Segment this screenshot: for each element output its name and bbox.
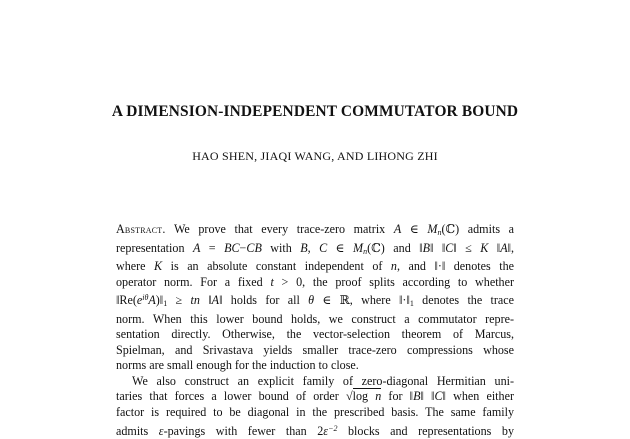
author-list: HAO SHEN, JIAQI WANG, AND LIHONG ZHI (192, 149, 438, 163)
abstract-line: norm. When this lower bound holds, we construct a commutator repre- (116, 311, 514, 326)
abstract-line: factor is required to be diagonal in the prescribed basis. The same family (116, 405, 514, 420)
abstract-paragraph-1 (116, 222, 514, 374)
abstract (116, 222, 514, 439)
abstract-line: sentation directly. Otherwise, the vector-selection theorem of Marcus, (116, 327, 514, 342)
abstract-line: Abstract. We prove that every trace-zero matrix A ∈ $M_n(ℂ)$ admits a (116, 222, 514, 237)
paper-title: A DIMENSION-INDEPENDENT COMMUTATOR BOUND (111, 103, 519, 120)
abstract-heading: Abstract. (116, 222, 166, 236)
abstract-line: operator norm. For a fixed t > 0, the proof splits according to whether (116, 274, 514, 289)
abstract-line: where K is an absolute constant independent of n, and ‖·‖ denotes the (116, 259, 514, 274)
abstract-line: taries that forces a lower bound of order √log n for ‖B‖ ‖C‖ when either (116, 389, 514, 404)
abstract-line: representation A = BC−CB with B, C ∈ $M_n(ℂ)$ and ‖B‖ ‖C‖ ≤ K ‖A‖, (116, 240, 514, 256)
abstract-line: We also construct an explicit family of zero-diagonal Hermitian uni- (132, 373, 514, 388)
abstract-line: norms are small enough for the induction to close. (116, 358, 359, 373)
abstract-line: Spielman, and Srivastava yields smaller trace-zero compressions whose (116, 342, 514, 357)
abstract-line: admits ε-pavings with fewer than $2\varepsilon^{-2}$ blocks and representations by (116, 423, 514, 438)
abstract-line: $‖Re(e^{i\theta}A)‖_1$ ≥ tn ‖A‖ holds for all θ ∈ ℝ, where $‖\cdot‖_1$ denotes the trace (116, 293, 515, 309)
abstract-paragraph-2 (116, 374, 514, 439)
